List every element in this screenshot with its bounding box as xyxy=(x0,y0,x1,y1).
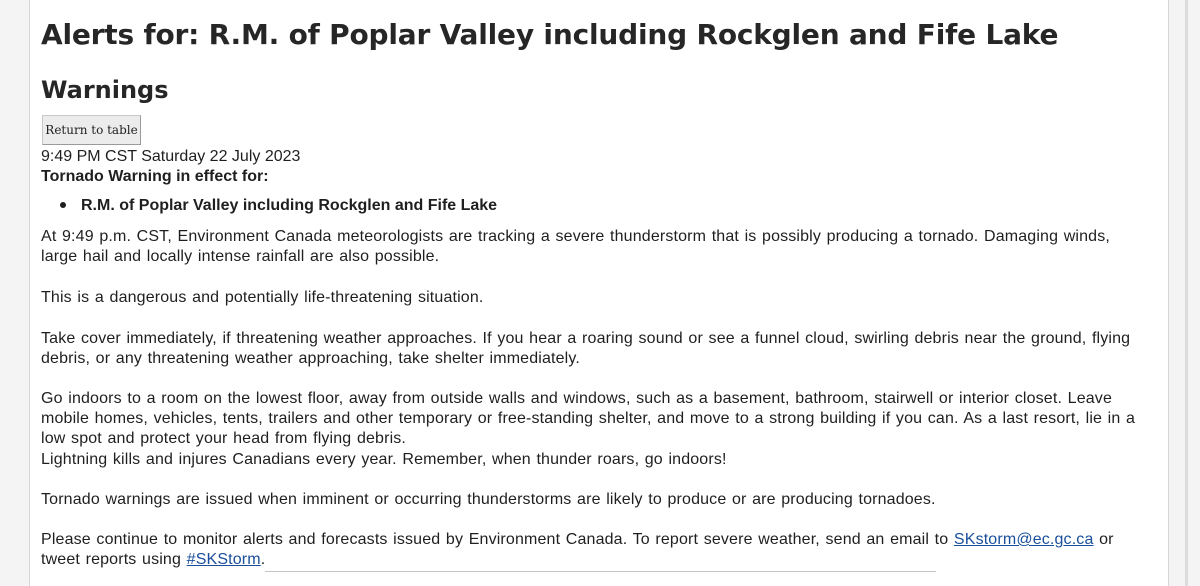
region-list-item xyxy=(41,196,497,216)
bullet-icon xyxy=(60,202,66,208)
hashtag-link[interactable]: #SKStorm xyxy=(186,551,261,568)
page-scroll-edge xyxy=(1185,0,1188,586)
closing-paragraph xyxy=(41,530,1149,570)
alert-content xyxy=(29,0,1169,586)
closing-text: Please continue to monitor alerts and forecasts issued by Environment Canada. To report severe weather, send an email to xyxy=(41,531,949,548)
page-title: Alerts for: R.M. of Poplar Valley including Rockglen and Fife Lake xyxy=(41,18,1059,51)
alert-paragraph: Take cover immediately, if threatening weather approaches. If you hear a roaring sound or see a funnel cloud, swirling debris near the ground, flying debris, or any threatening weather approaching, take shelter immediately. xyxy=(41,330,1131,367)
alert-paragraph: At 9:49 p.m. CST, Environment Canada meteorologists are tracking a severe thunderstorm that is possibly producing a tornado. Damaging winds, large hail and locally intense rainfall are also possible. xyxy=(41,228,1110,265)
section-divider xyxy=(265,571,936,572)
alert-paragraph: Go indoors to a room on the lowest floor, away from outside walls and windows, such as a basement, bathroom, stairwell or interior closet. Leave mobile homes, vehicles, tents, trailers and other temporary or free-standing shelter, and move to a strong building if you can. As a last resort, lie in a low spot and protect your head from flying debris. xyxy=(41,390,1136,447)
region-name: R.M. of Poplar Valley including Rockglen and Fife Lake xyxy=(81,197,498,214)
alert-timestamp: 9:49 PM CST Saturday 22 July 2023 xyxy=(41,148,301,165)
alert-paragraph: Lightning kills and injures Canadians every year. Remember, when thunder roars, go indoors! xyxy=(41,451,727,468)
closing-text-middle: or tweet reports using xyxy=(41,531,1114,568)
report-email-link[interactable]: SKstorm@ec.gc.ca xyxy=(953,531,1094,548)
alert-paragraph: Tornado warnings are issued when imminent or occurring thunderstorms are likely to produce or are producing tornadoes. xyxy=(41,491,936,508)
warning-type: Tornado Warning in effect for: xyxy=(41,168,269,185)
alert-paragraph: This is a dangerous and potentially life-threatening situation. xyxy=(41,289,484,306)
section-heading-warnings: Warnings xyxy=(41,76,169,104)
closing-period: . xyxy=(260,551,266,568)
return-to-table-button[interactable]: Return to table xyxy=(42,115,141,145)
